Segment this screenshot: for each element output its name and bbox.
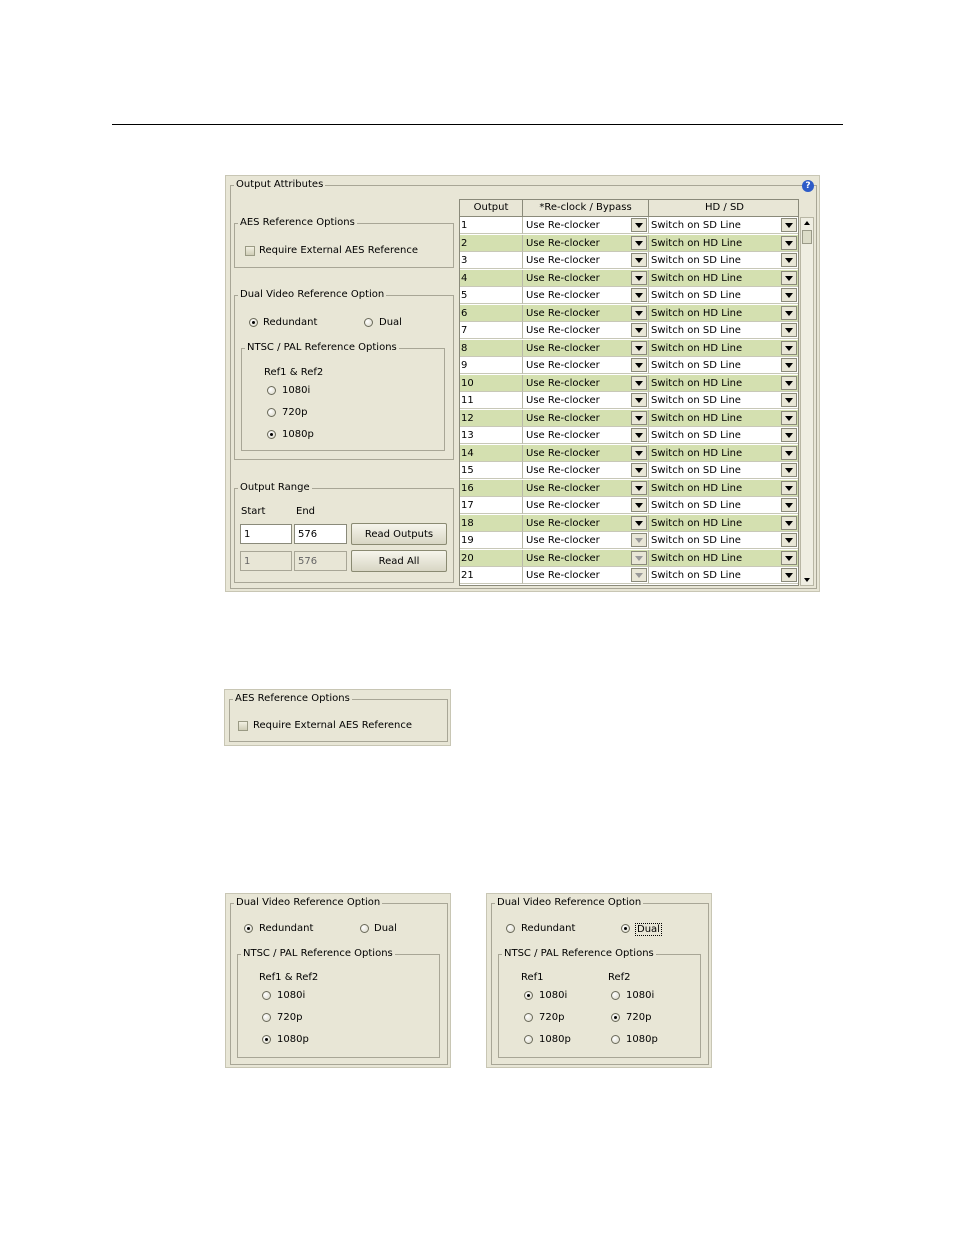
hdsd-value: Switch on HD Line xyxy=(651,447,743,459)
hdsd-dropdown-icon[interactable] xyxy=(781,218,797,232)
hdsd-cell[interactable] xyxy=(649,462,799,479)
reclock-dropdown-icon[interactable] xyxy=(631,411,647,425)
hdsd-value: Switch on SD Line xyxy=(651,535,741,546)
dr-720p-radio[interactable] xyxy=(262,1013,271,1022)
reclock-dropdown-icon[interactable] xyxy=(631,376,647,390)
dd-ref1-1080p-radio[interactable] xyxy=(524,1035,533,1044)
hdsd-value: Switch on SD Line xyxy=(651,465,741,476)
output-cell: 15 xyxy=(460,462,523,479)
hdsd-cell[interactable] xyxy=(649,567,799,584)
reclock-cell[interactable] xyxy=(523,497,649,514)
reclock-cell[interactable] xyxy=(523,532,649,549)
require-aes-label: Require External AES Reference xyxy=(259,245,419,256)
scroll-down-icon[interactable] xyxy=(804,578,810,582)
dr-1080i-label: 1080i xyxy=(277,990,306,1001)
dd-ref2-720p-radio[interactable] xyxy=(611,1013,620,1022)
output-cell: 17 xyxy=(460,497,523,514)
table-row[interactable] xyxy=(460,340,799,358)
output-cell: 13 xyxy=(460,427,523,444)
reclock-dropdown-icon[interactable] xyxy=(631,358,647,372)
reclock-cell[interactable] xyxy=(523,287,649,304)
reclock-value: Use Re-clocker xyxy=(526,412,600,424)
dd-ref2-1080p-radio[interactable] xyxy=(611,1035,620,1044)
start-input[interactable] xyxy=(240,524,292,544)
dd-ref1-label: Ref1 xyxy=(521,972,544,983)
dual-redundant-title: Dual Video Reference Option xyxy=(236,897,381,908)
dd-ref2-1080i-label: 1080i xyxy=(626,990,655,1001)
require-aes-checkbox[interactable] xyxy=(245,246,255,256)
table-row[interactable] xyxy=(460,392,799,410)
output-cell: 16 xyxy=(460,480,523,497)
page-header-rule xyxy=(112,124,843,125)
reclock-value: Use Re-clocker xyxy=(526,307,600,319)
hdsd-value: Switch on HD Line xyxy=(651,307,743,319)
hdsd-cell[interactable] xyxy=(649,305,799,322)
reclock-dropdown-icon[interactable] xyxy=(631,323,647,337)
reclock-value: Use Re-clocker xyxy=(526,325,600,336)
hdsd-dropdown-icon[interactable] xyxy=(781,428,797,442)
hdsd-value: Switch on HD Line xyxy=(651,412,743,424)
reclock-cell[interactable] xyxy=(523,375,649,392)
reclock-dropdown-icon[interactable] xyxy=(631,446,647,460)
dd-title: Dual Video Reference Option xyxy=(497,897,642,908)
dr-ref-label: Ref1 & Ref2 xyxy=(259,972,319,983)
reclock-cell[interactable] xyxy=(523,567,649,584)
output-cell: 21 xyxy=(460,567,523,584)
reclock-cell[interactable] xyxy=(523,322,649,339)
read-outputs-button[interactable]: Read Outputs xyxy=(351,523,447,545)
table-row[interactable] xyxy=(460,462,799,480)
reclock-value: Use Re-clocker xyxy=(526,342,600,354)
reclock-dropdown-icon[interactable] xyxy=(631,236,647,250)
output-cell: 6 xyxy=(460,305,523,322)
hdsd-dropdown-icon[interactable] xyxy=(781,551,797,565)
reclock-value: Use Re-clocker xyxy=(526,465,600,476)
reclock-value: Use Re-clocker xyxy=(526,360,600,371)
reclock-dropdown-icon[interactable] xyxy=(631,568,647,582)
output-cell: 10 xyxy=(460,375,523,392)
help-icon[interactable]: ? xyxy=(802,180,814,192)
hdsd-cell[interactable] xyxy=(649,252,799,269)
reclock-cell[interactable] xyxy=(523,427,649,444)
dual-dual-panel xyxy=(486,893,712,1068)
table-row[interactable] xyxy=(460,532,799,550)
hdsd-dropdown-icon[interactable] xyxy=(781,271,797,285)
dr-redundant-radio[interactable] xyxy=(244,924,253,933)
table-row[interactable] xyxy=(460,235,799,253)
output-table xyxy=(459,199,799,586)
aes-reference-group xyxy=(234,218,454,268)
scroll-thumb[interactable] xyxy=(802,230,812,244)
reclock-value: Use Re-clocker xyxy=(526,482,600,494)
dd-ref1-1080i-radio[interactable] xyxy=(524,991,533,1000)
aes-panel-checkbox[interactable] xyxy=(238,721,248,731)
hdsd-cell[interactable] xyxy=(649,497,799,514)
reclock-cell[interactable] xyxy=(523,270,649,287)
hdsd-value: Switch on SD Line xyxy=(651,255,741,266)
read-end-value xyxy=(294,551,347,571)
table-row[interactable] xyxy=(460,550,799,568)
reclock-value: Use Re-clocker xyxy=(526,535,600,546)
output-cell: 7 xyxy=(460,322,523,339)
hdsd-cell[interactable] xyxy=(649,270,799,287)
reclock-value: Use Re-clocker xyxy=(526,377,600,389)
hdsd-dropdown-icon[interactable] xyxy=(781,446,797,460)
reclock-value: Use Re-clocker xyxy=(526,430,600,441)
reclock-cell[interactable] xyxy=(523,340,649,357)
table-row[interactable] xyxy=(460,567,799,585)
dd-ref1-720p-label: 720p xyxy=(539,1012,565,1023)
dr-dual-radio[interactable] xyxy=(360,924,369,933)
table-row[interactable] xyxy=(460,305,799,323)
hdsd-dropdown-icon[interactable] xyxy=(781,376,797,390)
reclock-value: Use Re-clocker xyxy=(526,500,600,511)
reclock-cell[interactable] xyxy=(523,357,649,374)
dr-ntsc-title: NTSC / PAL Reference Options xyxy=(243,948,393,959)
dd-ref1-1080i-label: 1080i xyxy=(539,990,568,1001)
reclock-dropdown-icon[interactable] xyxy=(631,288,647,302)
hdsd-dropdown-icon[interactable] xyxy=(781,306,797,320)
hdsd-value: Switch on SD Line xyxy=(651,325,741,336)
reclock-cell[interactable] xyxy=(523,515,649,532)
dual-video-reference-title: Dual Video Reference Option xyxy=(240,289,385,300)
dd-ntsc-title: NTSC / PAL Reference Options xyxy=(504,948,654,959)
hdsd-value: Switch on SD Line xyxy=(651,500,741,511)
dr-1080i-radio[interactable] xyxy=(262,991,271,1000)
reclock-dropdown-icon[interactable] xyxy=(631,463,647,477)
hdsd-dropdown-icon[interactable] xyxy=(781,288,797,302)
hdsd-cell[interactable] xyxy=(649,375,799,392)
output-range-title: Output Range xyxy=(240,482,310,493)
redundant-radio[interactable] xyxy=(249,318,258,327)
output-cell: 9 xyxy=(460,357,523,374)
ntsc-pal-title: NTSC / PAL Reference Options xyxy=(247,342,397,353)
dd-ref2-1080p-label: 1080p xyxy=(626,1034,658,1045)
header-hdsd[interactable]: HD / SD xyxy=(705,202,744,213)
output-cell: 19 xyxy=(460,532,523,549)
reclock-dropdown-icon[interactable] xyxy=(631,393,647,407)
aes-reference-title: AES Reference Options xyxy=(240,217,355,228)
ref-1080p-radio[interactable] xyxy=(267,430,276,439)
reclock-cell[interactable] xyxy=(523,410,649,427)
hdsd-value: Switch on HD Line xyxy=(651,272,743,284)
reclock-cell[interactable] xyxy=(523,235,649,252)
hdsd-value: Switch on HD Line xyxy=(651,237,743,249)
reclock-value: Use Re-clocker xyxy=(526,220,600,231)
read-all-button[interactable]: Read All xyxy=(351,550,447,572)
dr-1080p-label: 1080p xyxy=(277,1034,309,1045)
dual-label: Dual xyxy=(379,317,402,328)
hdsd-value: Switch on HD Line xyxy=(651,342,743,354)
dd-ref1-1080p-label: 1080p xyxy=(539,1034,571,1045)
table-vertical-scrollbar[interactable] xyxy=(800,217,814,586)
reclock-cell[interactable] xyxy=(523,462,649,479)
output-cell: 11 xyxy=(460,392,523,409)
reclock-value: Use Re-clocker xyxy=(526,237,600,249)
hdsd-value: Switch on SD Line xyxy=(651,570,741,581)
output-cell: 8 xyxy=(460,340,523,357)
scroll-up-icon[interactable] xyxy=(804,221,810,225)
hdsd-dropdown-icon[interactable] xyxy=(781,481,797,495)
dd-ref2-label: Ref2 xyxy=(608,972,631,983)
reclock-dropdown-icon[interactable] xyxy=(631,271,647,285)
hdsd-cell[interactable] xyxy=(649,410,799,427)
hdsd-cell[interactable] xyxy=(649,287,799,304)
table-row[interactable] xyxy=(460,497,799,515)
dd-dual-label: Dual xyxy=(637,924,660,935)
hdsd-dropdown-icon[interactable] xyxy=(781,341,797,355)
output-cell: 12 xyxy=(460,410,523,427)
table-row[interactable] xyxy=(460,270,799,288)
hdsd-value: Switch on HD Line xyxy=(651,552,743,564)
ref-label: Ref1 & Ref2 xyxy=(264,367,324,378)
reclock-dropdown-icon[interactable] xyxy=(631,533,647,547)
table-row[interactable] xyxy=(460,287,799,305)
reclock-cell[interactable] xyxy=(523,252,649,269)
table-body xyxy=(460,217,799,585)
aes-panel-title: AES Reference Options xyxy=(235,693,350,704)
header-output[interactable]: Output xyxy=(460,200,523,216)
reclock-dropdown-icon[interactable] xyxy=(631,498,647,512)
output-cell: 1 xyxy=(460,217,523,234)
hdsd-cell[interactable] xyxy=(649,392,799,409)
hdsd-value: Switch on HD Line xyxy=(651,482,743,494)
hdsd-cell[interactable] xyxy=(649,217,799,234)
hdsd-dropdown-icon[interactable] xyxy=(781,393,797,407)
table-header xyxy=(460,200,799,217)
output-cell: 2 xyxy=(460,235,523,252)
hdsd-dropdown-icon[interactable] xyxy=(781,323,797,337)
reclock-dropdown-icon[interactable] xyxy=(631,481,647,495)
dual-radio[interactable] xyxy=(364,318,373,327)
hdsd-cell[interactable] xyxy=(649,532,799,549)
hdsd-dropdown-icon[interactable] xyxy=(781,236,797,250)
hdsd-value: Switch on SD Line xyxy=(651,395,741,406)
hdsd-value: Switch on SD Line xyxy=(651,220,741,231)
hdsd-cell[interactable] xyxy=(649,357,799,374)
output-cell: 14 xyxy=(460,445,523,462)
hdsd-cell[interactable] xyxy=(649,235,799,252)
hdsd-dropdown-icon[interactable] xyxy=(781,253,797,267)
dd-dual-radio[interactable] xyxy=(621,924,630,933)
reclock-value: Use Re-clocker xyxy=(526,255,600,266)
hdsd-value: Switch on SD Line xyxy=(651,360,741,371)
table-row[interactable] xyxy=(460,322,799,340)
reclock-cell[interactable] xyxy=(523,550,649,567)
table-row[interactable] xyxy=(460,410,799,428)
table-row[interactable] xyxy=(460,515,799,533)
reclock-dropdown-icon[interactable] xyxy=(631,551,647,565)
hdsd-cell[interactable] xyxy=(649,322,799,339)
reclock-cell[interactable] xyxy=(523,305,649,322)
table-row[interactable] xyxy=(460,252,799,270)
hdsd-dropdown-icon[interactable] xyxy=(781,533,797,547)
reclock-value: Use Re-clocker xyxy=(526,517,600,529)
table-row[interactable] xyxy=(460,375,799,393)
reclock-value: Use Re-clocker xyxy=(526,290,600,301)
reclock-cell[interactable] xyxy=(523,392,649,409)
output-cell: 3 xyxy=(460,252,523,269)
reclock-value: Use Re-clocker xyxy=(526,570,600,581)
hdsd-dropdown-icon[interactable] xyxy=(781,463,797,477)
hdsd-cell[interactable] xyxy=(649,340,799,357)
header-reclock[interactable]: *Re-clock / Bypass xyxy=(523,200,649,216)
table-row[interactable] xyxy=(460,480,799,498)
reclock-cell[interactable] xyxy=(523,445,649,462)
ref-1080i-radio[interactable] xyxy=(267,386,276,395)
hdsd-cell[interactable] xyxy=(649,427,799,444)
dd-ref1-720p-radio[interactable] xyxy=(524,1013,533,1022)
dr-redundant-label: Redundant xyxy=(259,923,314,934)
output-cell: 5 xyxy=(460,287,523,304)
hdsd-value: Switch on SD Line xyxy=(651,290,741,301)
reclock-cell[interactable] xyxy=(523,217,649,234)
hdsd-cell[interactable] xyxy=(649,550,799,567)
output-cell: 20 xyxy=(460,550,523,567)
hdsd-dropdown-icon[interactable] xyxy=(781,568,797,582)
reclock-dropdown-icon[interactable] xyxy=(631,428,647,442)
dd-ref2-1080i-radio[interactable] xyxy=(611,991,620,1000)
reclock-dropdown-icon[interactable] xyxy=(631,306,647,320)
hdsd-dropdown-icon[interactable] xyxy=(781,358,797,372)
reclock-value: Use Re-clocker xyxy=(526,552,600,564)
table-row[interactable] xyxy=(460,445,799,463)
reclock-dropdown-icon[interactable] xyxy=(631,516,647,530)
reclock-value: Use Re-clocker xyxy=(526,395,600,406)
table-row[interactable] xyxy=(460,357,799,375)
ref-1080i-label: 1080i xyxy=(282,385,311,396)
reclock-dropdown-icon[interactable] xyxy=(631,341,647,355)
output-attributes-title: Output Attributes xyxy=(236,179,324,190)
hdsd-cell[interactable] xyxy=(649,480,799,497)
ref-1080p-label: 1080p xyxy=(282,429,314,440)
ref-720p-radio[interactable] xyxy=(267,408,276,417)
reclock-dropdown-icon[interactable] xyxy=(631,253,647,267)
reclock-cell[interactable] xyxy=(523,480,649,497)
reclock-value: Use Re-clocker xyxy=(526,447,600,459)
hdsd-value: Switch on HD Line xyxy=(651,377,743,389)
reclock-dropdown-icon[interactable] xyxy=(631,218,647,232)
aes-panel-group xyxy=(229,694,448,742)
dual-redundant-panel xyxy=(225,893,451,1068)
hdsd-cell[interactable] xyxy=(649,445,799,462)
hdsd-cell[interactable] xyxy=(649,515,799,532)
ref-720p-label: 720p xyxy=(282,407,308,418)
dr-dual-label: Dual xyxy=(374,923,397,934)
read-start-value xyxy=(240,551,292,571)
hdsd-dropdown-icon[interactable] xyxy=(781,498,797,512)
end-label: End xyxy=(296,506,316,517)
start-label: Start xyxy=(241,506,266,517)
dr-720p-label: 720p xyxy=(277,1012,303,1023)
aes-panel-checkbox-label: Require External AES Reference xyxy=(253,720,413,731)
hdsd-dropdown-icon[interactable] xyxy=(781,411,797,425)
table-row[interactable] xyxy=(460,427,799,445)
output-cell: 18 xyxy=(460,515,523,532)
hdsd-value: Switch on SD Line xyxy=(651,430,741,441)
end-input[interactable] xyxy=(294,524,347,544)
redundant-label: Redundant xyxy=(263,317,318,328)
output-cell: 4 xyxy=(460,270,523,287)
dd-redundant-label: Redundant xyxy=(521,923,576,934)
dr-1080p-radio[interactable] xyxy=(262,1035,271,1044)
table-row[interactable] xyxy=(460,217,799,235)
hdsd-dropdown-icon[interactable] xyxy=(781,516,797,530)
reclock-value: Use Re-clocker xyxy=(526,272,600,284)
dd-ref2-720p-label: 720p xyxy=(626,1012,652,1023)
hdsd-value: Switch on HD Line xyxy=(651,517,743,529)
dd-redundant-radio[interactable] xyxy=(506,924,515,933)
aes-reference-panel xyxy=(224,689,451,746)
